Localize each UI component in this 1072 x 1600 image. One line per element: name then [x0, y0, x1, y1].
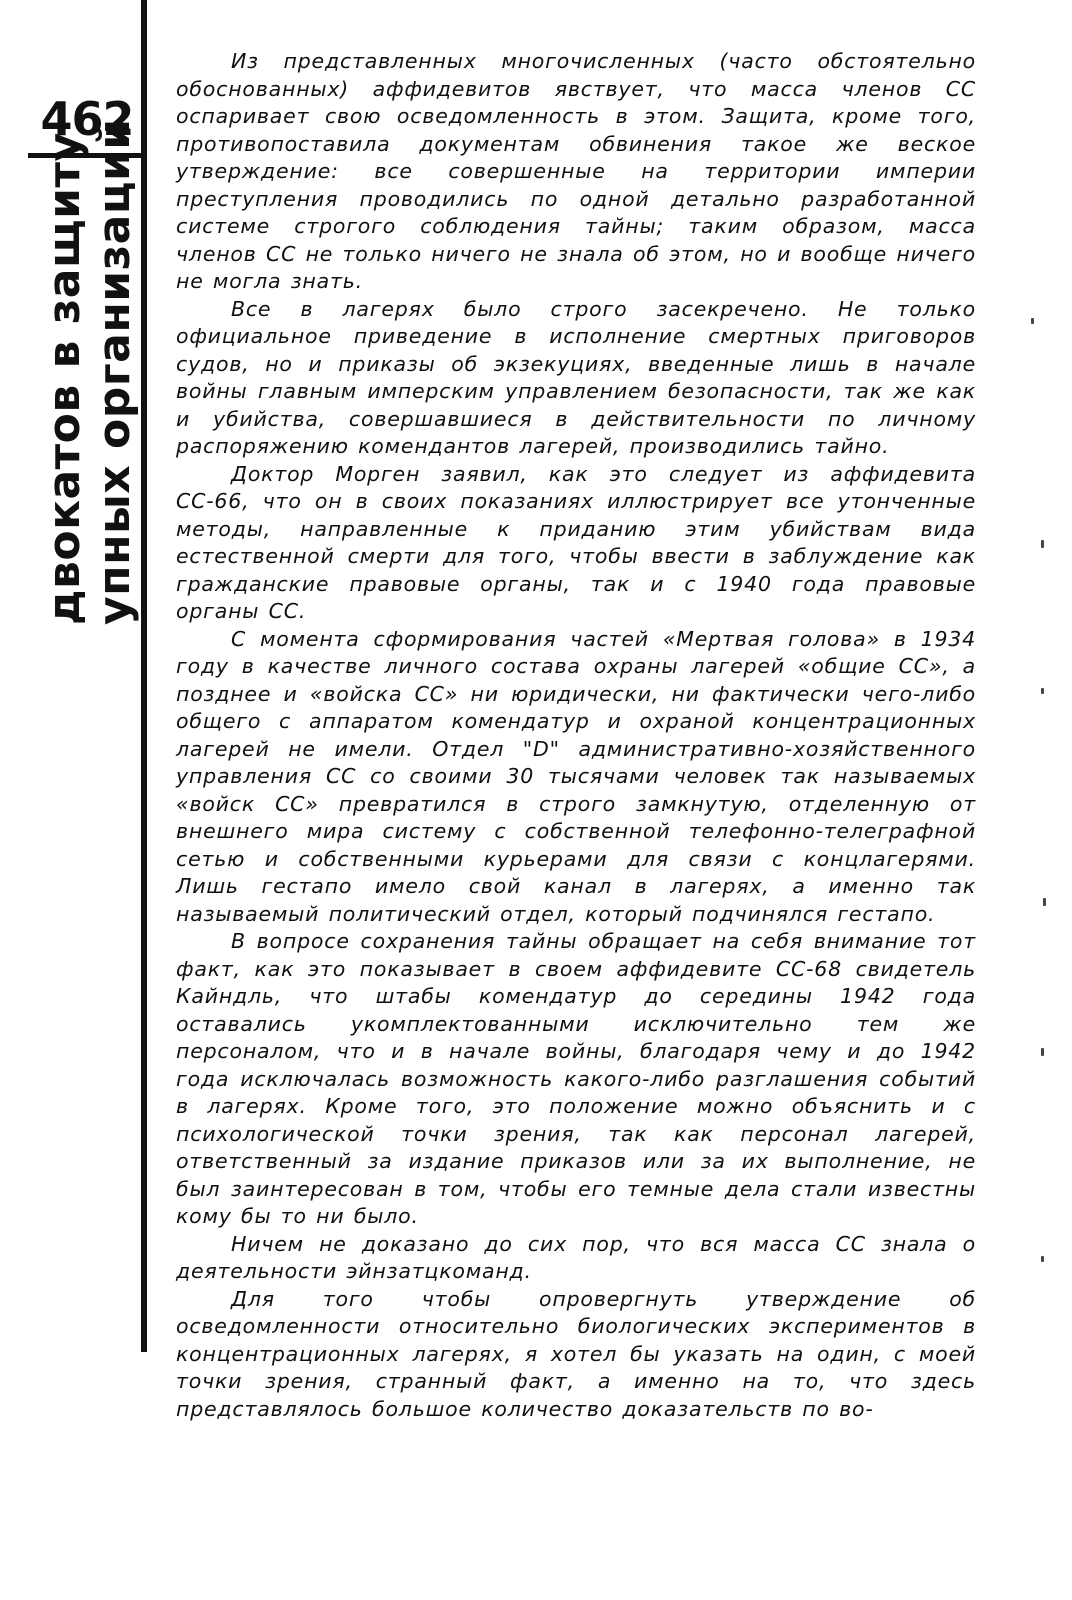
paragraph: Доктор Морген заявил, как это следует из аффидевита СС-66, что он в своих показаниях иллюстрирует все утонченные методы, направленные к приданию этим убийствам вида естественной смерти для того, чтобы ввести в заблуждение как гражданские правовые органы, так и с 1940 года правовые органы СС. — [176, 461, 976, 623]
scan-speck — [1031, 318, 1034, 324]
paragraph: Все в лагерях было строго засекречено. Не только официальное приведение в исполнение смертных приговоров судов, но и приказы об экзекуциях, введенные лишь в начале войны главным имперским управлением безопасности, так же как и убийства, совершавшиеся в действительности по личному распоряжению комендантов лагерей, производились тайно. — [176, 296, 976, 458]
paragraph: Для того чтобы опровергнуть утверждение об осведомленности относительно биологических экспериментов в концентрационных лагерях, я хотел бы указать на один, с моей точки зрения, странный факт, а именно на то, что здесь представлялось большое количество доказательств по во- — [176, 1286, 976, 1421]
scan-speck — [1041, 1048, 1044, 1056]
paragraph: С момента сформирования частей «Мертвая голова» в 1934 году в качестве личного состава охраны лагерей «общие СС», а позднее и «войска СС» ни юридически, ни фактически чего-либо общего с аппаратом комендатур и охраной концентрационных лагерей не имели. Отдел "D" административно-хозяйственного управления СС со своими 30 тысячами человек так называемых «войск СС» превратился в строго замкнутую, отделенную от внешнего мира систему с собственной телефонно-телеграфной сетью и собственными курьерами для связи с концлагерями. Лишь гестапо имело свой канал в лагерях, а именно так называемый политический отдел, который подчинялся гестапо. — [176, 626, 976, 926]
scan-speck — [1041, 688, 1044, 694]
running-head-line-2: упных организаций — [89, 118, 140, 625]
running-head-text — [40, 118, 140, 625]
page-number: 462 — [40, 92, 134, 146]
paragraph: В вопросе сохранения тайны обращает на себя внимание тот факт, как это показывает в своем аффидевите СС-68 свидетель Кайндль, что штабы комендатур до середины 1942 года оставались укомплектованными исключительно тем же персоналом, что и в начале войны, благодаря чему и до 1942 года исключалась возможность какого-либо разглашения событий в лагерях. Кроме того, это положение можно объяснить и с психологической точки зрения, так как персонал лагерей, ответственный за издание приказов или за их выполнение, не был заинтересован в том, чтобы его темные дела стали известны кому бы то ни было. — [176, 929, 976, 1228]
running-head-line-1: двокатов в защиту — [39, 132, 90, 625]
margin-rule — [141, 0, 147, 1352]
paragraph: Ничем не доказано до сих пор, что вся масса СС знала о деятельности эйнзатцкоманд. — [176, 1231, 976, 1283]
scan-speck — [1041, 540, 1044, 548]
body-text — [176, 48, 976, 1423]
paragraph: Из представленных многочисленных (часто обстоятельно обоснованных) аффидевитов явствует, что масса членов СС оспаривает свою осведомленность в этом. Защита, кроме того, противопоставила документам обвинения такое же веское утверждение: все совершенные на территории империи преступления проводились по одной детально разработанной системе строгого соблюдения тайны; таким образом, масса членов СС не только ничего не знала об этом, но и вообще ничего не могла знать. — [176, 49, 976, 293]
scan-speck — [1043, 898, 1046, 906]
scan-speck — [1041, 1256, 1044, 1262]
